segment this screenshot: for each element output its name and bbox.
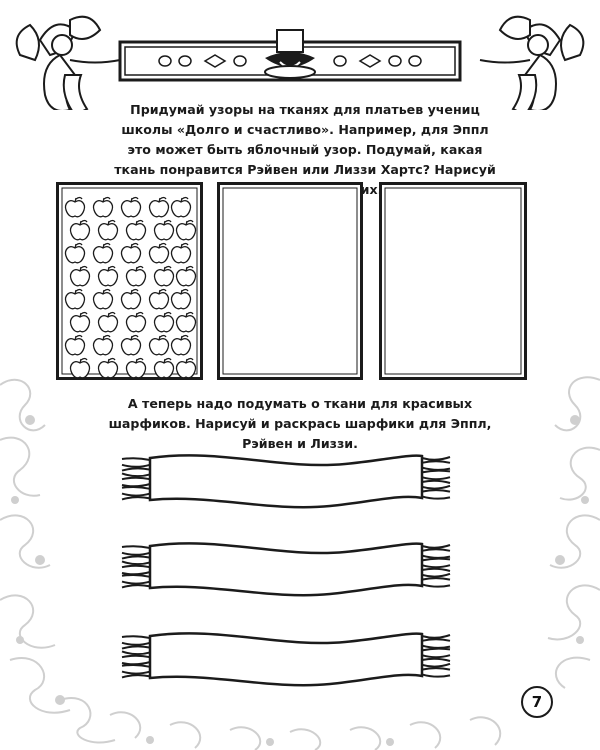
scarf-fringe-left (122, 484, 150, 486)
scarf-fringe-left (122, 561, 150, 564)
scarf-fringe-right (422, 659, 450, 661)
scarf-fringe-left (122, 636, 150, 638)
scarf-fringe-right (422, 468, 450, 470)
apple-icon (150, 339, 169, 355)
scarf-fringe-left (122, 665, 150, 667)
apple-icon (172, 339, 191, 355)
scarf-fringe-left (122, 458, 150, 460)
scarf-fringe-left (122, 646, 150, 648)
apple-icon (66, 339, 85, 355)
apple-icon (155, 270, 174, 286)
apple-icon (127, 270, 146, 286)
apple-icon (172, 247, 191, 263)
apple-icon (127, 362, 146, 378)
fabric-panel-blank[interactable] (217, 182, 363, 380)
scarf-fringe-left (122, 643, 150, 645)
scarf-fringe-right (422, 486, 450, 489)
right-ornament (480, 17, 583, 110)
apple-icon (71, 224, 90, 240)
scarf-fringe-left (122, 494, 150, 496)
apple-icon (122, 201, 141, 217)
left-ornament (17, 17, 120, 110)
scarf-fringe-right (422, 496, 450, 498)
fabric-panel-apple-pattern[interactable] (56, 182, 203, 380)
scarf-fringe-left (122, 556, 150, 558)
scarf-fringe-right (422, 646, 450, 648)
apple-icon (66, 247, 85, 263)
scarf-fringe-left (122, 473, 150, 476)
apple-icon (122, 293, 141, 309)
scarf-fringe-right (422, 549, 450, 551)
instruction-text: Придумай узоры на тканях для платьев учениц школы «Долго и счастливо». Например, для Эппл это может быть яблочный узор. Подумай, какая ткань понравится Рэйвен или Лиззи Хартс? Нарисуй их. (114, 102, 496, 197)
scarf-fringe-right (422, 559, 450, 561)
scarf-body (150, 455, 422, 507)
apple-icon (155, 362, 174, 378)
scarf-outline[interactable] (110, 618, 460, 698)
scarf-fringe-right (422, 578, 450, 580)
scarf-outline[interactable] (110, 528, 460, 608)
apple-icon (172, 201, 191, 217)
scarf-body (150, 543, 422, 595)
scarf-fringe-left (122, 651, 150, 654)
scarf-instruction-text: А теперь надо подумать о ткани для красивых шарфиков. Нарисуй и раскрась шарфики для Эппл, Рэйвен и Лиззи. (108, 396, 492, 451)
scarf-fringe-right (422, 556, 450, 558)
apple-icon (71, 270, 90, 286)
apple-icon (94, 247, 113, 263)
scarf-fringe-right (422, 471, 450, 473)
apple-icon (150, 201, 169, 217)
apple-icon (127, 224, 146, 240)
scarf-fringe-left (122, 575, 150, 577)
scarf-fringe-right (422, 649, 450, 651)
apple-icon (94, 293, 113, 309)
scarf-fringe-left (122, 656, 150, 658)
scarf-fringe-right (422, 481, 450, 483)
scarf-fringe-left (122, 662, 150, 664)
scarf-fringe-right (422, 569, 450, 571)
scarf-fringe-left (122, 566, 150, 568)
apple-icon (94, 201, 113, 217)
scarf-fringe-right (422, 545, 450, 548)
scarf-fringe-right (422, 674, 450, 676)
scarf-fringe-right (422, 477, 450, 479)
apple-icon (71, 316, 90, 332)
scarf-fringe-left (122, 468, 150, 470)
apple-icon (94, 339, 113, 355)
fabric-panel-blank[interactable] (379, 182, 527, 380)
scarf-fringe-right (422, 574, 450, 577)
scarf-fringe-left (122, 572, 150, 574)
scarf-fringe-right (422, 655, 450, 657)
scarf-fringe-left (122, 497, 150, 499)
scarf-fringe-left (122, 546, 150, 548)
scarf-fringe-right (422, 664, 450, 667)
scarf-fringe-right (422, 565, 450, 567)
scarf-fringe-left (122, 478, 150, 480)
apple-icon (172, 293, 191, 309)
scarf-body (150, 633, 422, 685)
header-banner (0, 0, 600, 110)
scarf-fringe-left (122, 465, 150, 467)
apple-icon (177, 316, 196, 332)
scarf-fringe-right (422, 635, 450, 638)
scarf-fringe-right (422, 584, 450, 586)
apple-icon (122, 247, 141, 263)
apple-icon (150, 293, 169, 309)
apple-icon (155, 316, 174, 332)
page-number: 7 (531, 693, 543, 711)
apple-icon (150, 247, 169, 263)
scarf-fringe-right (422, 490, 450, 492)
scarf-fringe-left (122, 487, 150, 489)
apple-icon (99, 270, 118, 286)
scarf-fringe-right (422, 668, 450, 670)
scarf-fringe-left (122, 672, 150, 674)
apple-icon (71, 362, 90, 378)
scarf-fringe-right (422, 457, 450, 460)
apple-icon (177, 362, 196, 378)
apple-icon (66, 293, 85, 309)
apple-icon (177, 224, 196, 240)
apple-icon (127, 316, 146, 332)
apple-icon (99, 316, 118, 332)
scarf-fringe-left (122, 582, 150, 584)
scarf-fringe-right (422, 639, 450, 641)
apple-icon (99, 224, 118, 240)
scarf-fringe-left (122, 675, 150, 677)
apple-icon (66, 201, 85, 217)
scarf-fringe-right (422, 461, 450, 463)
scarf-fringe-left (122, 553, 150, 555)
apple-icon (177, 270, 196, 286)
apple-icon (155, 224, 174, 240)
apple-icon (122, 339, 141, 355)
scarf-fringe-left (122, 585, 150, 587)
apple-icon (99, 362, 118, 378)
scarf-outline[interactable] (110, 440, 460, 520)
